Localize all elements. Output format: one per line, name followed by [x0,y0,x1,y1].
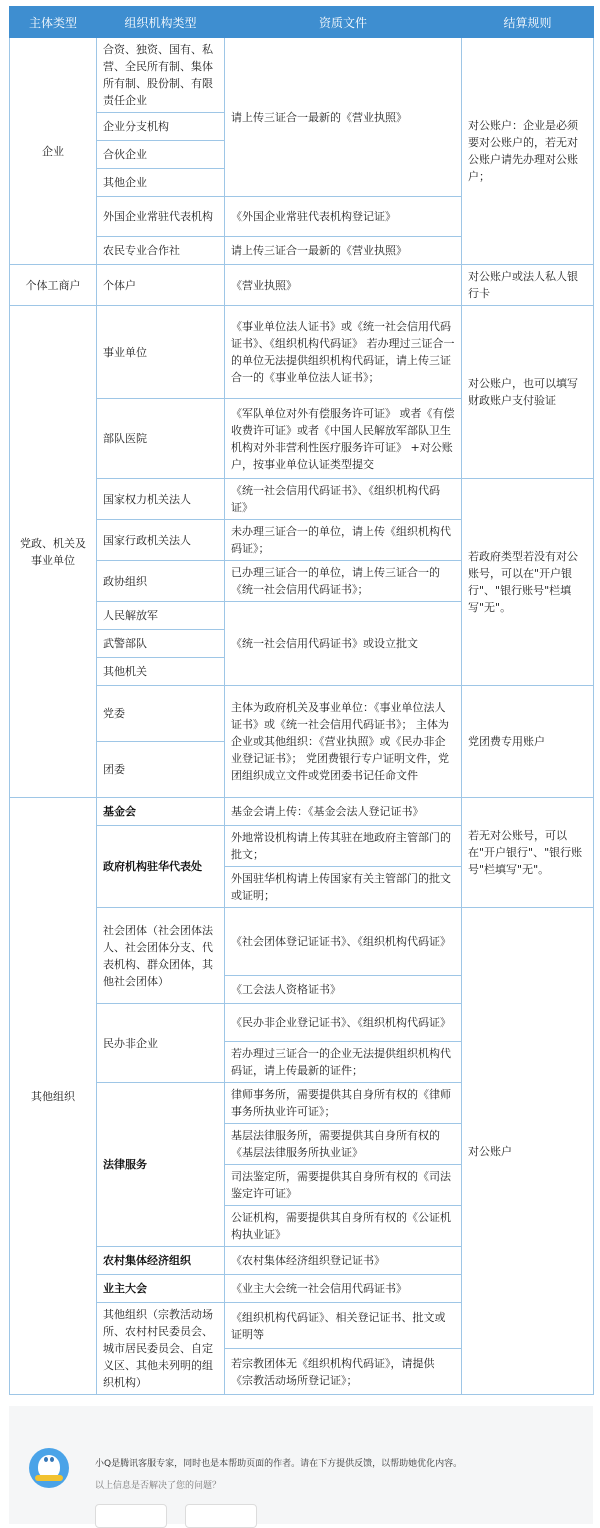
org-type-cell: 民办非企业 [97,1004,225,1083]
doc-cell: 司法鉴定所，需要提供其自身所有权的《司法鉴定许可证》 [225,1165,462,1206]
doc-cell: 若办理过三证合一的企业无法提供组织机构代码证，请上传最新的证件； [225,1042,462,1083]
org-type-cell: 部队医院 [97,399,225,479]
org-type-cell: 国家权力机关法人 [97,479,225,520]
assistant-intro-text: 小Q是腾讯客服专家，同时也是本帮助页面的作者。请在下方提供反馈，以帮助她优化内容。 [95,1459,463,1469]
subject-other: 其他组织 [10,798,97,1395]
header-org-type: 组织机构类型 [97,7,225,38]
table-row [10,306,594,399]
subject-individual: 个体工商户 [10,265,97,306]
subject-enterprise: 企业 [10,38,97,265]
header-subject-type: 主体类型 [10,7,97,38]
rule-cell: 党团费专用账户 [462,686,594,798]
doc-cell: 《工会法人资格证书》 [225,976,462,1004]
doc-cell: 《统一社会信用代码证书》、《组织机构代码证》 [225,479,462,520]
org-type-cell: 其他组织（宗教活动场所、农村村民委员会、城市居民委员会、自定义区、其他未列明的组织机构） [97,1303,225,1395]
org-type-cell: 政府机构驻华代表处 [97,826,225,908]
assistant-avatar-icon [29,1448,69,1488]
table-header-row [10,7,594,38]
doc-cell: 请上传三证合一最新的《营业执照》 [225,237,462,265]
rule-cell: 对公账户 [462,908,594,1395]
feedback-question: 以上信息是否解决了您的问题？ [95,1481,222,1491]
doc-cell: 《事业单位法人证书》或《统一社会信用代码证书》、《组织机构代码证》 若办理过三证合一的单位无法提供组织机构代码证，请上传三证合一的《事业单位法人证书》； [225,306,462,399]
qualification-table-wrapper [9,6,593,1395]
org-type-cell: 其他企业 [97,169,225,197]
header-qualification-docs: 资质文件 [225,7,462,38]
doc-cell: 若宗教团体无《组织机构代码证》，请提供《宗教活动场所登记证》； [225,1349,462,1395]
org-type-cell: 合伙企业 [97,141,225,169]
doc-cell: 未办理三证合一的单位，请上传《组织机构代码证》； [225,520,462,561]
doc-cell: 外地常设机构请上传其驻在地政府主管部门的批文； [225,826,462,867]
doc-cell: 《社会团体登记证证书》、《组织机构代码证》 [225,908,462,976]
org-type-cell: 事业单位 [97,306,225,399]
doc-cell: 《统一社会信用代码证书》或设立批文 [225,602,462,686]
doc-cell: 《组织机构代码证》、相关登记证书、批文或证明等 [225,1303,462,1349]
table-row [10,908,594,976]
doc-cell: 外国驻华机构请上传国家有关主管部门的批文或证明； [225,867,462,908]
doc-cell: 《外国企业常驻代表机构登记证》 [225,197,462,237]
doc-cell: 《农村集体经济组织登记证书》 [225,1247,462,1275]
header-settlement-rules: 结算规则 [462,7,594,38]
rule-cell: 若政府类型若没有对公账号，可以在"开户银行"、"银行账号"栏填写"无"。 [462,479,594,686]
feedback-yes-button[interactable] [95,1504,167,1528]
org-type-cell: 法律服务 [97,1083,225,1247]
doc-cell: 已办理三证合一的单位，请上传三证合一的《统一社会信用代码证书》； [225,561,462,602]
org-type-cell: 武警部队 [97,630,225,658]
org-type-cell: 基金会 [97,798,225,826]
org-type-cell: 外国企业常驻代表机构 [97,197,225,237]
table-row [10,265,594,306]
table-row [10,798,594,826]
doc-cell: 《军队单位对外有偿服务许可证》 或者《有偿收费许可证》或者《中国人民解放军部队卫生机构对外非营利性医疗服务许可证》 +对公账户，按事业单位认证类型提交 [225,399,462,479]
table-row [10,38,594,113]
org-type-cell: 个体户 [97,265,225,306]
org-type-cell: 国家行政机关法人 [97,520,225,561]
rule-cell: 对公账户或法人私人银行卡 [462,265,594,306]
org-type-cell: 农村集体经济组织 [97,1247,225,1275]
feedback-no-button[interactable] [185,1504,257,1528]
table-row [10,479,594,520]
org-type-cell: 团委 [97,742,225,798]
org-type-cell: 合资、独资、国有、私营、全民所有制、集体所有制、股份制、有限责任企业 [97,38,225,113]
doc-cell: 基金会请上传：《基金会法人登记证书》 [225,798,462,826]
subject-gov: 党政、机关及事业单位 [10,306,97,798]
qualification-table [9,6,594,1395]
doc-cell: 请上传三证合一最新的《营业执照》 [225,38,462,197]
org-type-cell: 业主大会 [97,1275,225,1303]
org-type-cell: 企业分支机构 [97,113,225,141]
doc-cell: 《营业执照》 [225,265,462,306]
doc-cell: 基层法律服务所，需要提供其自身所有权的《基层法律服务所执业证》 [225,1124,462,1165]
doc-cell: 律师事务所，需要提供其自身所有权的《律师事务所执业许可证》； [225,1083,462,1124]
doc-cell: 公证机构，需要提供其自身所有权的《公证机构执业证》 [225,1206,462,1247]
feedback-footer [9,1406,593,1524]
rule-cell: 对公账户，也可以填写财政账户支付验证 [462,306,594,479]
org-type-cell: 社会团体（社会团体法人、社会团体分支、代表机构、群众团体，其他社会团体） [97,908,225,1004]
table-row [10,686,594,742]
doc-cell: 《民办非企业登记证书》、《组织机构代码证》 [225,1004,462,1042]
org-type-cell: 人民解放军 [97,602,225,630]
doc-cell: 主体为政府机关及事业单位：《事业单位法人证书》或《统一社会信用代码证书》； 主体为企业或其他组织：《营业执照》或《民办非企业登记证书》； 党团费银行专户证明文件，党团组织成立文件或党团委书记任命文件 [225,686,462,798]
org-type-cell: 政协组织 [97,561,225,602]
org-type-cell: 农民专业合作社 [97,237,225,265]
org-type-cell: 其他机关 [97,658,225,686]
org-type-cell: 党委 [97,686,225,742]
doc-cell: 《业主大会统一社会信用代码证书》 [225,1275,462,1303]
rule-cell: 对公账户：企业是必须要对公账户的，若无对公账户请先办理对公账户； [462,38,594,265]
rule-cell: 若无对公账号，可以在"开户银行"、"银行账号"栏填写"无"。 [462,798,594,908]
